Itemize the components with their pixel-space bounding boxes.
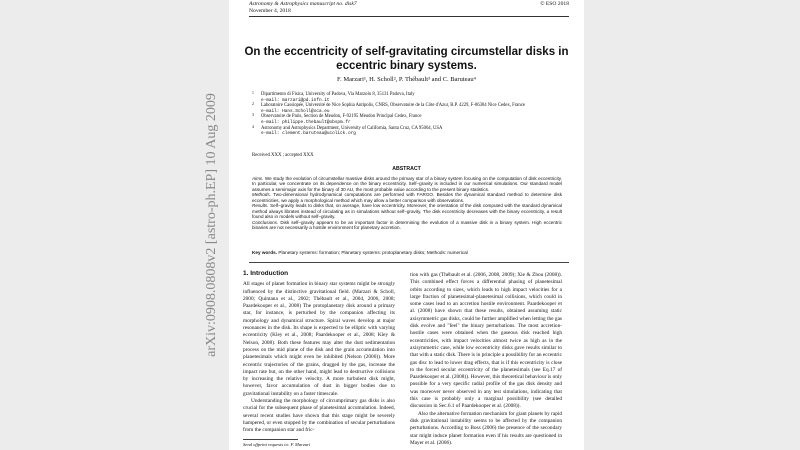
aims-text: We study the evolution of circumstellar massive disks around the primary star of a binary system focusing on the computation of disk eccentricity. In particular, we concentrate on its dependence on the binary eccentricity. Self–gravity is included in our numerical simulations. Our standard model assumes a semimajor axis for the binary of 30 AU, the most probable value according to the present binary statistics.: [252, 176, 563, 192]
abstract-aims: [252, 176, 562, 192]
abstract-conclusions: [252, 220, 562, 231]
copyright-line: © ESO 2018: [540, 1, 569, 7]
header-divider: [249, 16, 569, 17]
left-column: [243, 270, 395, 435]
author-list: F. Marzari¹, H. Scholl², P. Thébault³ and C. Baruteau⁴: [337, 76, 476, 83]
abstract-methods: [252, 192, 562, 203]
affiliation-text: Dipartimento di Fisica, University of Padova, Via Marzolo 8, 35131 Padova, Italy: [261, 92, 415, 97]
conclusions-text: Disk self–gravity appears to be an important factor in determining the evolution of a massive disk in a binary system. High eccentric binaries are not necessarily a hostile environment for planetary accretion.: [252, 219, 562, 231]
affiliation-number: 1: [252, 91, 254, 95]
methods-text: Two-dimensional hydrodynamical computations are performed with FARGO. Besides the dynamical standard method to determine disk eccentricities, we apply a morphological method which may allow a better comparison with observations.: [252, 192, 562, 203]
affiliation-number: 3: [252, 113, 254, 118]
keywords-line: [252, 250, 562, 255]
affiliation-email: e-mail: clement.baruteau@ucolick.org: [261, 131, 356, 137]
aims-label: Aims.: [252, 176, 264, 181]
affiliation-text: Laboratoire Cassiopée, Université de Nice Sophia Antipolis, CNRS, Observatoire de la Côte d'Azur, B.P. 4229, F-06304 Nice Cedex, France: [261, 103, 525, 109]
journal-line: Astronomy & Astrophysics manuscript no. disk7: [249, 1, 357, 7]
abstract-divider: [249, 262, 569, 263]
affiliation-email: e-mail: marzari@pd.infn.it: [261, 97, 330, 103]
abstract-body: [252, 176, 562, 231]
date-line: November 4, 2018: [249, 8, 291, 14]
body-paragraph: Understanding the morphology of circumprimary gas disks is also crucial for the subsequent phase of planetesimal accumulation. Indeed, several recent studies have shown that this stage might be severely hampered, or even stopped by the combination of secular perturbations from the companion star and fric-: [243, 398, 395, 434]
section-title: 1. Introduction: [243, 270, 289, 277]
received-line: Received XXX ; accepted XXX: [252, 153, 314, 158]
body-paragraph: Also the alternative formation mechanism for giant planets by rapid disk gravitational instability seems to be affected by the companion perturbations. According to Boss (2006) the presence of the secondary star might induce planet formation even if his results are questioned in Mayer et al. (2006).: [410, 410, 562, 446]
affiliation-email: e-mail: philippe.thebault@obspm.fr: [261, 119, 351, 125]
results-label: Results.: [252, 203, 269, 209]
footnote-divider: [243, 439, 298, 440]
conclusions-label: Conclusions.: [252, 219, 279, 225]
running-header: [249, 1, 569, 15]
affiliation-item: [252, 92, 552, 103]
right-column: [410, 272, 562, 447]
affiliation-email: e-mail: Hans.Scholl@oca.eu: [261, 108, 330, 114]
affiliation-number: 4: [252, 124, 254, 129]
affiliation-item: [252, 114, 552, 125]
abstract-heading: ABSTRACT: [392, 166, 421, 172]
affiliation-text: Observatoire de Paris, Section de Meudon, F-92195 Meudon Principal Cedex, France: [261, 114, 422, 120]
methods-label: Methods.: [252, 192, 271, 198]
affiliation-number: 2: [252, 102, 254, 107]
body-paragraph: tion with gas (Thébault et al. (2006, 2008, 2009); Xie & Zhou (2008)). This combined effect forces a differential phasing of planetesimal orbits according to sizes, which leads to high impact velocities for a large fraction of planetesimal-planetesimal collisions, which could in some cases lead to an accretion hostile environment. Paardekooper et al. (2008) have shown that these results, obtained assuming static axisymmetric gas disks, could be further amplified when letting the gas disk evolve and "feel" the binary perturbations. The most accretion-hostile cases were obtained when the gaseous disk reached high eccentricities, with impact velocities almost twice as high as in the axisymmetric case, while low eccentricity disks gave results similar to that with a static disk. There is in principle a possibility for an eccentric gas disc to lead to lower drag effects, that is if this eccentricity is close to the forced secular eccentricity of the planetesimals (see Eq.17 of Paardekooper et al. (2008)). However, this theoretical behaviour is only possible for a very specific radial profile of the gas disk density and was moreover never observed in any test simulations, indicating that this case is probably only a marginal possibility (see detailed discussion in Sec.6.1 of Paardekooper et al. (2008)).: [410, 272, 562, 410]
body-paragraph: All stages of planet formation in binary star systems might be strongly influenced by the distinctive gravitational field. (Marzari & Scholl, 2000; Quintana et al., 2002; Thébault et al., 2004, 2006, 2008; Paardekooper et al., 2008) The protoplanetary disk around a primary star, for instance, is perturbed by the companion affecting its morphology and dynamical structure. Spiral waves develop at major resonances in the disk. Its shape is expected to be elliptic with varying eccentricity (Kley et al., 2008; Paardekooper et al., 2008; Kley & Nelson, 2008). Both these features may alter the dust sedimentation process on the mid plane of the disk and the grain accumulation into planetesimals which might even be inhibited (Nelson (2000)). More eccentric trajectories of the grains, dragged by the gas, increase the impact rate but, on the other hand, might lead to destructive collisions by increasing the relative velocity. A more turbulent disk might, however, favor accumulation of dust in bigger bodies due to gravitational instability on a faster timescale.: [243, 281, 395, 397]
affiliation-list: [252, 92, 552, 137]
arxiv-stamp-text: arXiv:0908.0808v2 [astro-ph.EP] 10 Aug 2009: [204, 93, 219, 357]
paper-page: [229, 0, 584, 450]
abstract-results: [252, 203, 562, 219]
affiliation-item: [252, 126, 552, 137]
footnote: Send offprint requests to: F. Marzari: [243, 442, 311, 447]
keywords-label: Key words.: [252, 250, 278, 255]
affiliation-item: [252, 103, 552, 114]
paper-title: On the eccentricity of self-gravitating circumstellar disks in eccentric binary systems.: [244, 46, 569, 72]
keywords-text: Planetary systems: formation; Planetary systems: protoplanetary disks; Methods: numerical: [278, 250, 468, 255]
results-text: Self–gravity leads to disks that, on average, have low eccentricity. Moreover, the orientation of the disk computed with the standard dynamical method always librates instead of circulating as in simulations without self–gravity. The disk eccentricity decreases with the binary eccentricity, a result found also in models without self–gravity.: [252, 203, 562, 220]
affiliation-text: Astronomy and Astrophysics Department, University of California, Santa Cruz, CA 95064, USA: [261, 125, 443, 131]
